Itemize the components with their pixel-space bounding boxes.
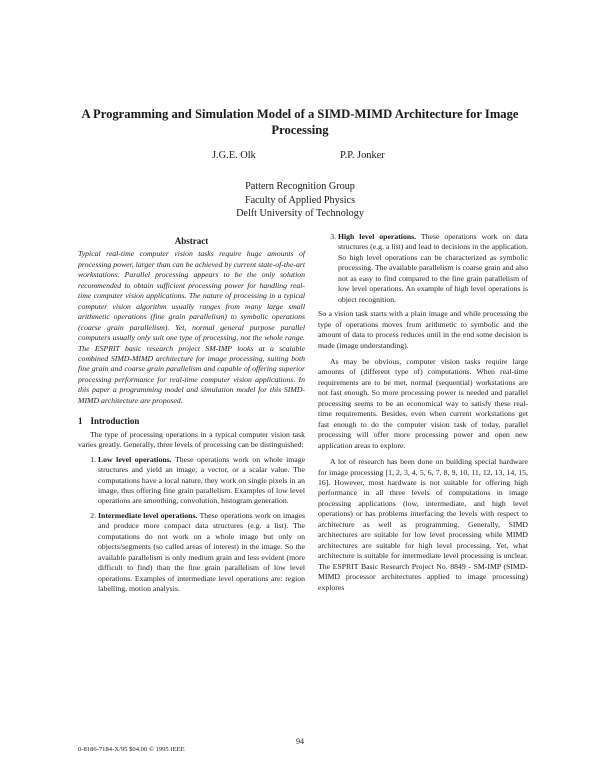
list-item-high-level: [338, 232, 528, 305]
intro-paragraph-4: A lot of research has been done on building special hardware for image processing [1, 2, 3, 4, 5, 6, 7, 8, 9, 10, 11, 12, 13, 14, 15, 16]. However, most hardware is not suitable for offering high performance in all three levels of computations in image processing applications (low, intermediate, and high level operations) or has problems interfacing the levels with respect to architecture as well as programming. Generally, SIMD architectures are suitable for low level processing while MIMD architectures are suitable for high level processing. Yet, what architecture is suitable for intermediate level processing is unclear. The ESPRIT Basic Research Project No. 8849 - SM-IMP (SIMD-MIMD processor architectures applied to image processing) explores: [318, 457, 528, 592]
intro-paragraph-3: As may be obvious, computer vision tasks require large amounts of (different type of) computations. When real-time requirements are to be met, normal (sequential) workstations are not fast enough. So more processing power is needed and parallel processing seems to be an economical way to satisfy these real-time requirements. Besides, even when current workstations get fast enough to do the computer vision task of today, parallel processing will offer more processing power and open new application areas to explore.: [318, 356, 528, 450]
list-item-text: These operations work on data structures (e.g. a list) and lead to decisions in the application. So high level operations can be characterized as symbolic processing. The available parallelism is coarse grain and also not as easy to find compared to the fine grain parallelism of low level operations. An example of high level operations is object recognition.: [338, 232, 528, 304]
processing-levels-list: [78, 455, 305, 595]
abstract-text: Typical real-time computer vision tasks require huge amounts of processing power, larger than can be achieved by current state-of-the-art workstations. Parallel processing appears to be the only solution recommended to obtain sufficient processing power for handling real-time computer vision applications. The nature of processing in a typical computer vision algorithm usually ranges from many large small arithmetic operations (fine grain parallelism) to symbolic operations (coarse grain parallelism). Yet, normal general purpose parallel computers usually only suit one type of processing, not the whole range. The ESPRIT basic research project SM-IMP looks at a scalable combined SIMD-MIMD architecture for image processing, suiting both fine grain and coarse grain parallelism and capable of offering superior processing performance for real-time computer vision applications. In this paper a programming model and simulation model for this SIMD-MIMD architecture are proposed.: [78, 249, 305, 405]
author-1: J.G.E. Olk: [212, 150, 256, 161]
right-column: [318, 232, 528, 599]
intro-paragraph-1: The type of processing operations in a typical computer vision task varies greatly. Generally, three levels of processing can be distinguished:: [78, 429, 305, 450]
left-column: [78, 236, 305, 599]
list-item-low-level: [98, 455, 305, 507]
list-item-text: These operations work on whole image structures and yield an image, a vector, or a scalar value. The computations have a local nature, they work on single pixels in an image, thus offering fine grain parallelism. Examples of low level operations are smoothing, convolution, histogram generation.: [98, 454, 306, 506]
section-number: 1: [78, 416, 83, 427]
abstract-heading: Abstract: [174, 236, 209, 246]
section-title: Introduction: [90, 416, 140, 427]
processing-levels-list-continued: [318, 232, 528, 305]
paper-title: A Programming and Simulation Model of a SIMD-MIMD Architecture for Image Processing: [81, 107, 519, 137]
list-item-term: Intermediate level operations.: [98, 510, 198, 520]
list-item-text: These operations work on images and produce more compact data structures (e.g. a list). The computations do not work on a whole image but only on objects/segments (so called areas of interest) in the image. So the available parallelism is only medium grain and less evident (more difficult to find) than the fine grain parallelism of low level operations. Examples of intermediate level operations are: region labelling, motion analysis.: [98, 510, 305, 594]
section-heading-introduction: [78, 416, 305, 426]
copyright-footer: 0-8186-7184-X/95 $04.00 © 1995 IEEE: [78, 746, 185, 753]
affiliation-faculty: Faculty of Applied Physics: [244, 194, 356, 206]
page-number: 94: [296, 737, 304, 746]
affiliation: [150, 180, 450, 221]
list-item-term: Low level operations.: [98, 454, 172, 464]
authors: [0, 150, 600, 166]
list-item-intermediate-level: [98, 511, 305, 595]
list-item-term: High level operations.: [338, 232, 417, 241]
affiliation-university: Delft University of Technology: [236, 208, 364, 219]
affiliation-group: Pattern Recognition Group: [245, 181, 355, 192]
author-2: P.P. Jonker: [340, 150, 385, 161]
intro-paragraph-2: So a vision task starts with a plain image and while processing the type of operations moves from arithmetic to symbolic and the amount of data to process reduces until in the end some decision is made (image understanding).: [318, 309, 528, 350]
